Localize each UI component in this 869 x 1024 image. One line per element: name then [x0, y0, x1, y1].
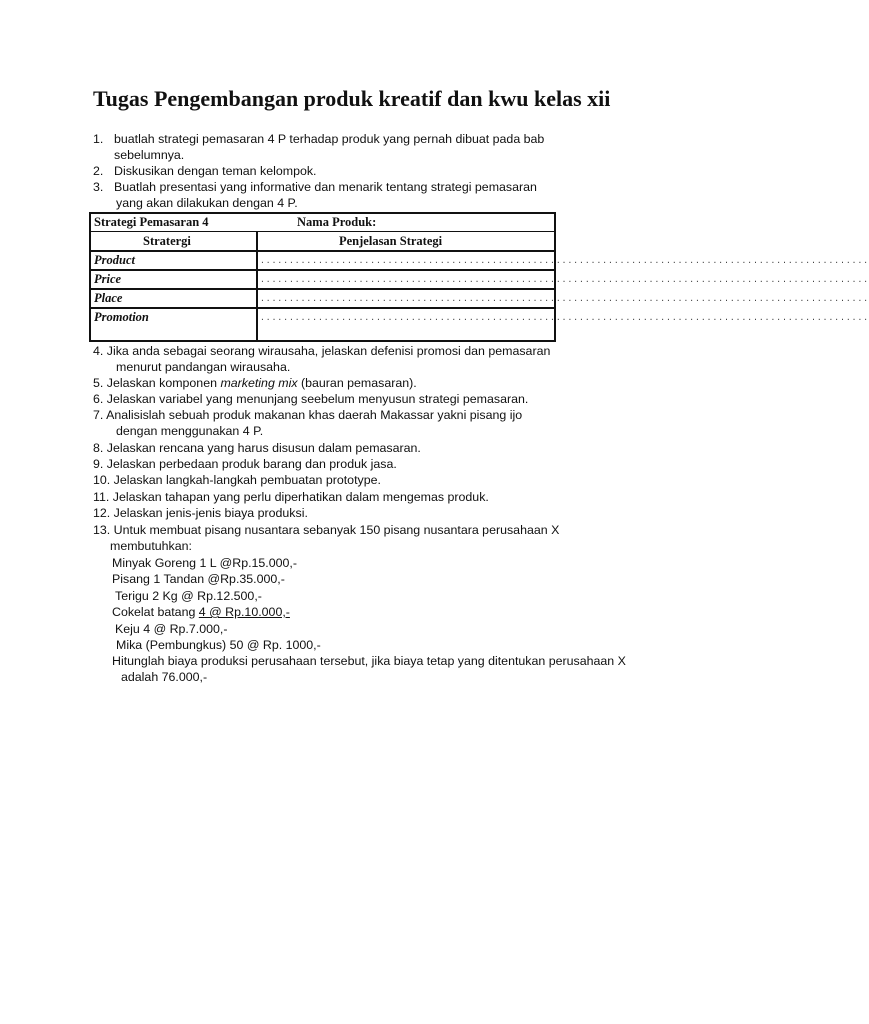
column-header-strategy: Stratergi	[143, 234, 191, 248]
list-item-continuation: dengan menggunakan 4 P.	[116, 424, 264, 438]
row-label-place: Place	[94, 291, 123, 305]
answer-dots: .........................................................................................................	[260, 295, 869, 304]
row-label-product: Product	[94, 253, 135, 267]
list-item: 5. Jelaskan komponen marketing mix (bauran pemasaran).	[93, 376, 417, 390]
list-item: 9. Jelaskan perbedaan produk barang dan produk jasa.	[93, 457, 397, 471]
list-item: 4. Jika anda sebagai seorang wirausaha, jelaskan defenisi promosi dan pemasaran	[93, 344, 551, 358]
row-label-price: Price	[94, 272, 122, 286]
table-col-header-row	[91, 232, 554, 252]
answer-dots: .........................................................................................................	[260, 257, 869, 266]
list-item-continuation: menurut pandangan wirausaha.	[116, 360, 291, 374]
ingredient-item: Keju 4 @ Rp.7.000,-	[115, 622, 228, 636]
ingredient-item: Cokelat batang 4 @ Rp.10.000,-	[112, 605, 290, 619]
list-item: 10. Jelaskan langkah-langkah pembuatan prototype.	[93, 473, 381, 487]
list-item: 13. Untuk membuat pisang nusantara sebanyak 150 pisang nusantara perusahaan X	[93, 523, 560, 537]
ingredient-item: Pisang 1 Tandan @Rp.35.000,-	[112, 572, 285, 586]
list-item: 8. Jelaskan rencana yang harus disusun dalam pemasaran.	[93, 441, 421, 455]
list-item-continuation: yang akan dilakukan dengan 4 P.	[116, 196, 298, 210]
answer-dots: .........................................................................................................	[260, 314, 869, 323]
column-header-explanation: Penjelasan Strategi	[339, 234, 443, 248]
table-title: Strategi Pemasaran 4	[94, 215, 209, 229]
question-text: adalah 76.000,-	[121, 670, 208, 684]
answer-dots: .........................................................................................................	[260, 276, 869, 285]
list-item: 6. Jelaskan variabel yang menunjang seebelum menyusun strategi pemasaran.	[93, 392, 529, 406]
table-row	[91, 271, 869, 290]
list-item: 12. Jelaskan jenis-jenis biaya produksi.	[93, 506, 308, 520]
column-divider	[256, 232, 258, 340]
table-header-row	[91, 214, 554, 232]
table-row	[91, 252, 869, 271]
page-title: Tugas Pengembangan produk kreatif dan kwu kelas xii	[93, 86, 611, 111]
list-item: 1. buatlah strategi pemasaran 4 P terhadap produk yang pernah dibuat pada bab	[93, 132, 545, 146]
product-name-label: Nama Produk:	[297, 215, 377, 229]
list-item-continuation: membutuhkan:	[110, 539, 192, 553]
strategy-table	[89, 212, 869, 342]
row-label-promotion: Promotion	[94, 310, 149, 324]
list-item: 11. Jelaskan tahapan yang perlu diperhatikan dalam mengemas produk.	[93, 490, 489, 504]
table-row	[91, 309, 869, 342]
list-item: 3. Buatlah presentasi yang informative dan menarik tentang strategi pemasaran	[93, 180, 537, 194]
ingredient-item: Minyak Goreng 1 L @Rp.15.000,-	[112, 556, 297, 570]
question-text: Hitunglah biaya produksi perusahaan tersebut, jika biaya tetap yang ditentukan perusahaan X	[112, 654, 626, 668]
marketing-mix-term: marketing mix	[220, 376, 298, 390]
table-row	[91, 290, 869, 309]
list-item: 2. Diskusikan dengan teman kelompok.	[93, 164, 317, 178]
ingredient-item: Terigu 2 Kg @ Rp.12.500,-	[115, 589, 262, 603]
list-item-continuation: sebelumnya.	[114, 148, 185, 162]
list-item: 7. Analisislah sebuah produk makanan khas daerah Makassar yakni pisang ijo	[93, 408, 523, 422]
ingredient-item: Mika (Pembungkus) 50 @ Rp. 1000,-	[116, 638, 321, 652]
